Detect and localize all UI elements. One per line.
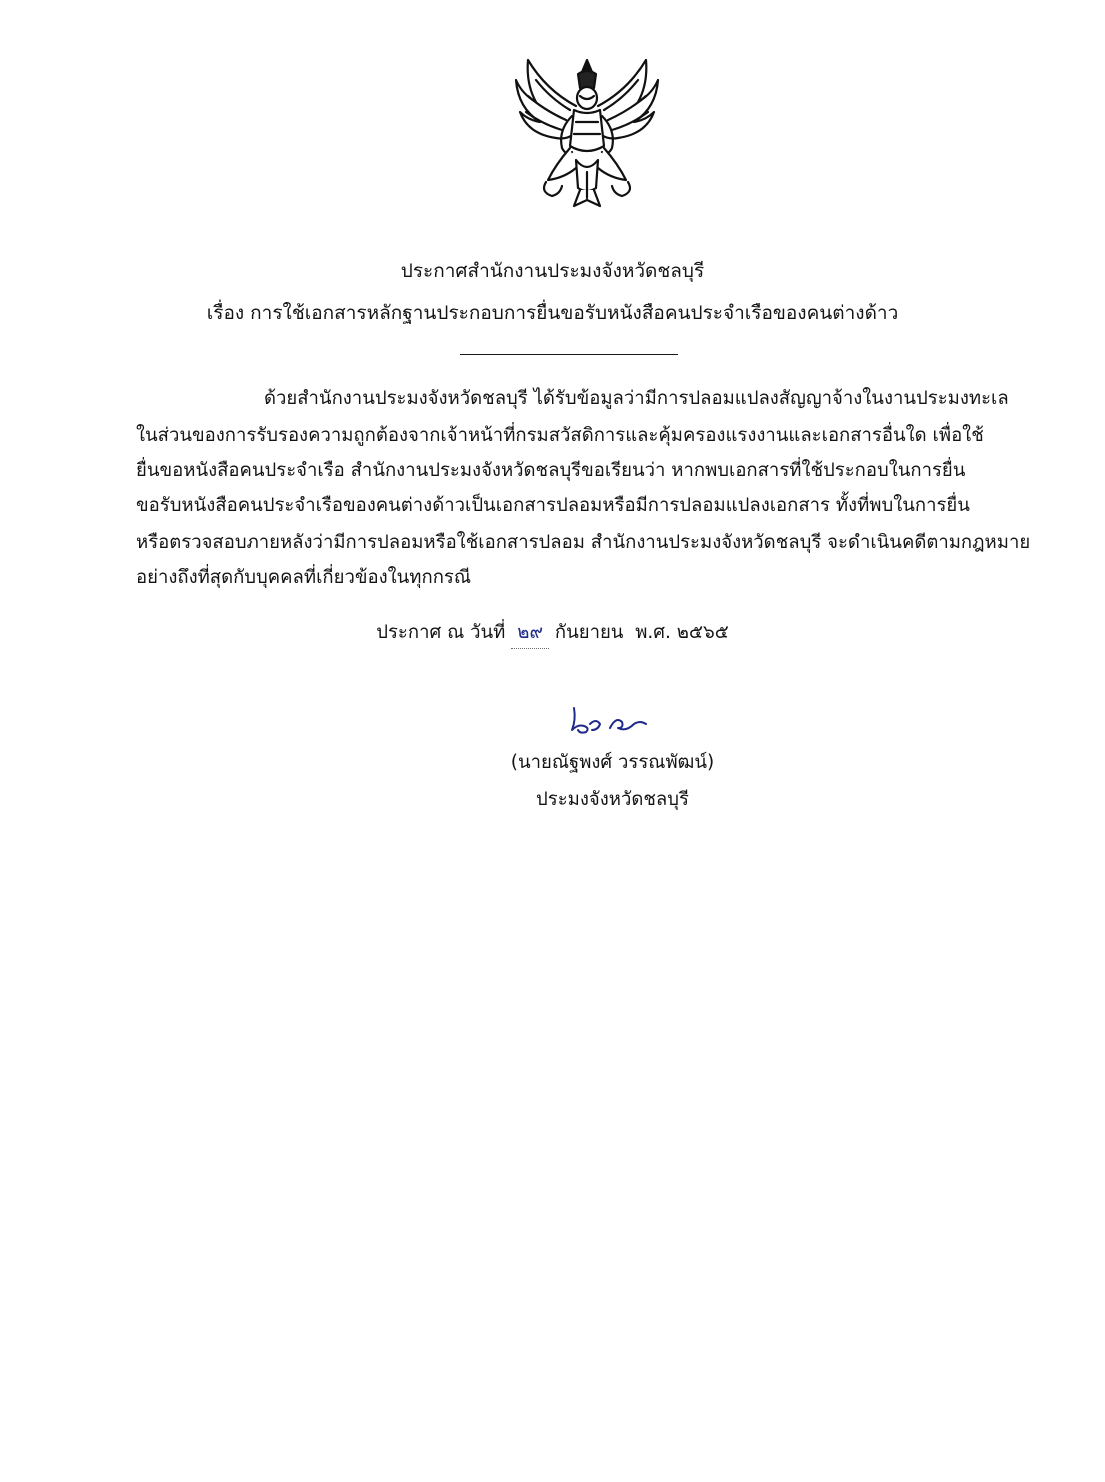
date-prefix: ประกาศ ณ วันที่ [376, 622, 506, 643]
body-line: หรือตรวจสอบภายหลังว่ามีการปลอมหรือใช้เอกสารปลอม สำนักงานประมงจังหวัดชลบุรี จะดำเนินคดีตามกฎหมาย [136, 532, 1031, 553]
body-line: ยื่นขอหนังสือคนประจำเรือ สำนักงานประมงจังหวัดชลบุรีขอเรียนว่า หากพบเอกสารที่ใช้ประกอบในการยื่น [136, 460, 966, 481]
body-line: อย่างถึงที่สุดกับบุคคลที่เกี่ยวข้องในทุกกรณี [136, 567, 471, 588]
signer-name: (นายณัฐพงศ์ วรรณพัฒน์) [510, 752, 715, 773]
date-day: ๒๙ [511, 618, 549, 649]
date-year: พ.ศ. ๒๕๖๕ [635, 622, 729, 643]
signer-position: ประมงจังหวัดชลบุรี [536, 789, 689, 810]
date-month: กันยายน [554, 622, 624, 643]
announcement-title: ประกาศสำนักงานประมงจังหวัดชลบุรี [400, 260, 705, 282]
handwritten-signature [564, 702, 654, 740]
body-line: ในส่วนของการรับรองความถูกต้องจากเจ้าหน้าที่กรมสวัสดิการและคุ้มครองแรงงานและเอกสารอื่นใด เพื่อใช้ [136, 425, 984, 446]
announcement-date [0, 618, 1105, 649]
body-line: ด้วยสำนักงานประมงจังหวัดชลบุรี ได้รับข้อมูลว่ามีการปลอมแปลงสัญญาจ้างในงานประมงทะเล [264, 388, 1009, 409]
body-line: ขอรับหนังสือคนประจำเรือของคนต่างด้าวเป็นเอกสารปลอมหรือมีการปลอมแปลงเอกสาร ทั้งที่พบในการยื่น [136, 495, 970, 516]
garuda-emblem-icon [506, 50, 668, 212]
title-divider [460, 354, 678, 355]
announcement-subject: เรื่อง การใช้เอกสารหลักฐานประกอบการยื่นขอรับหนังสือคนประจำเรือของคนต่างด้าว [206, 302, 899, 324]
